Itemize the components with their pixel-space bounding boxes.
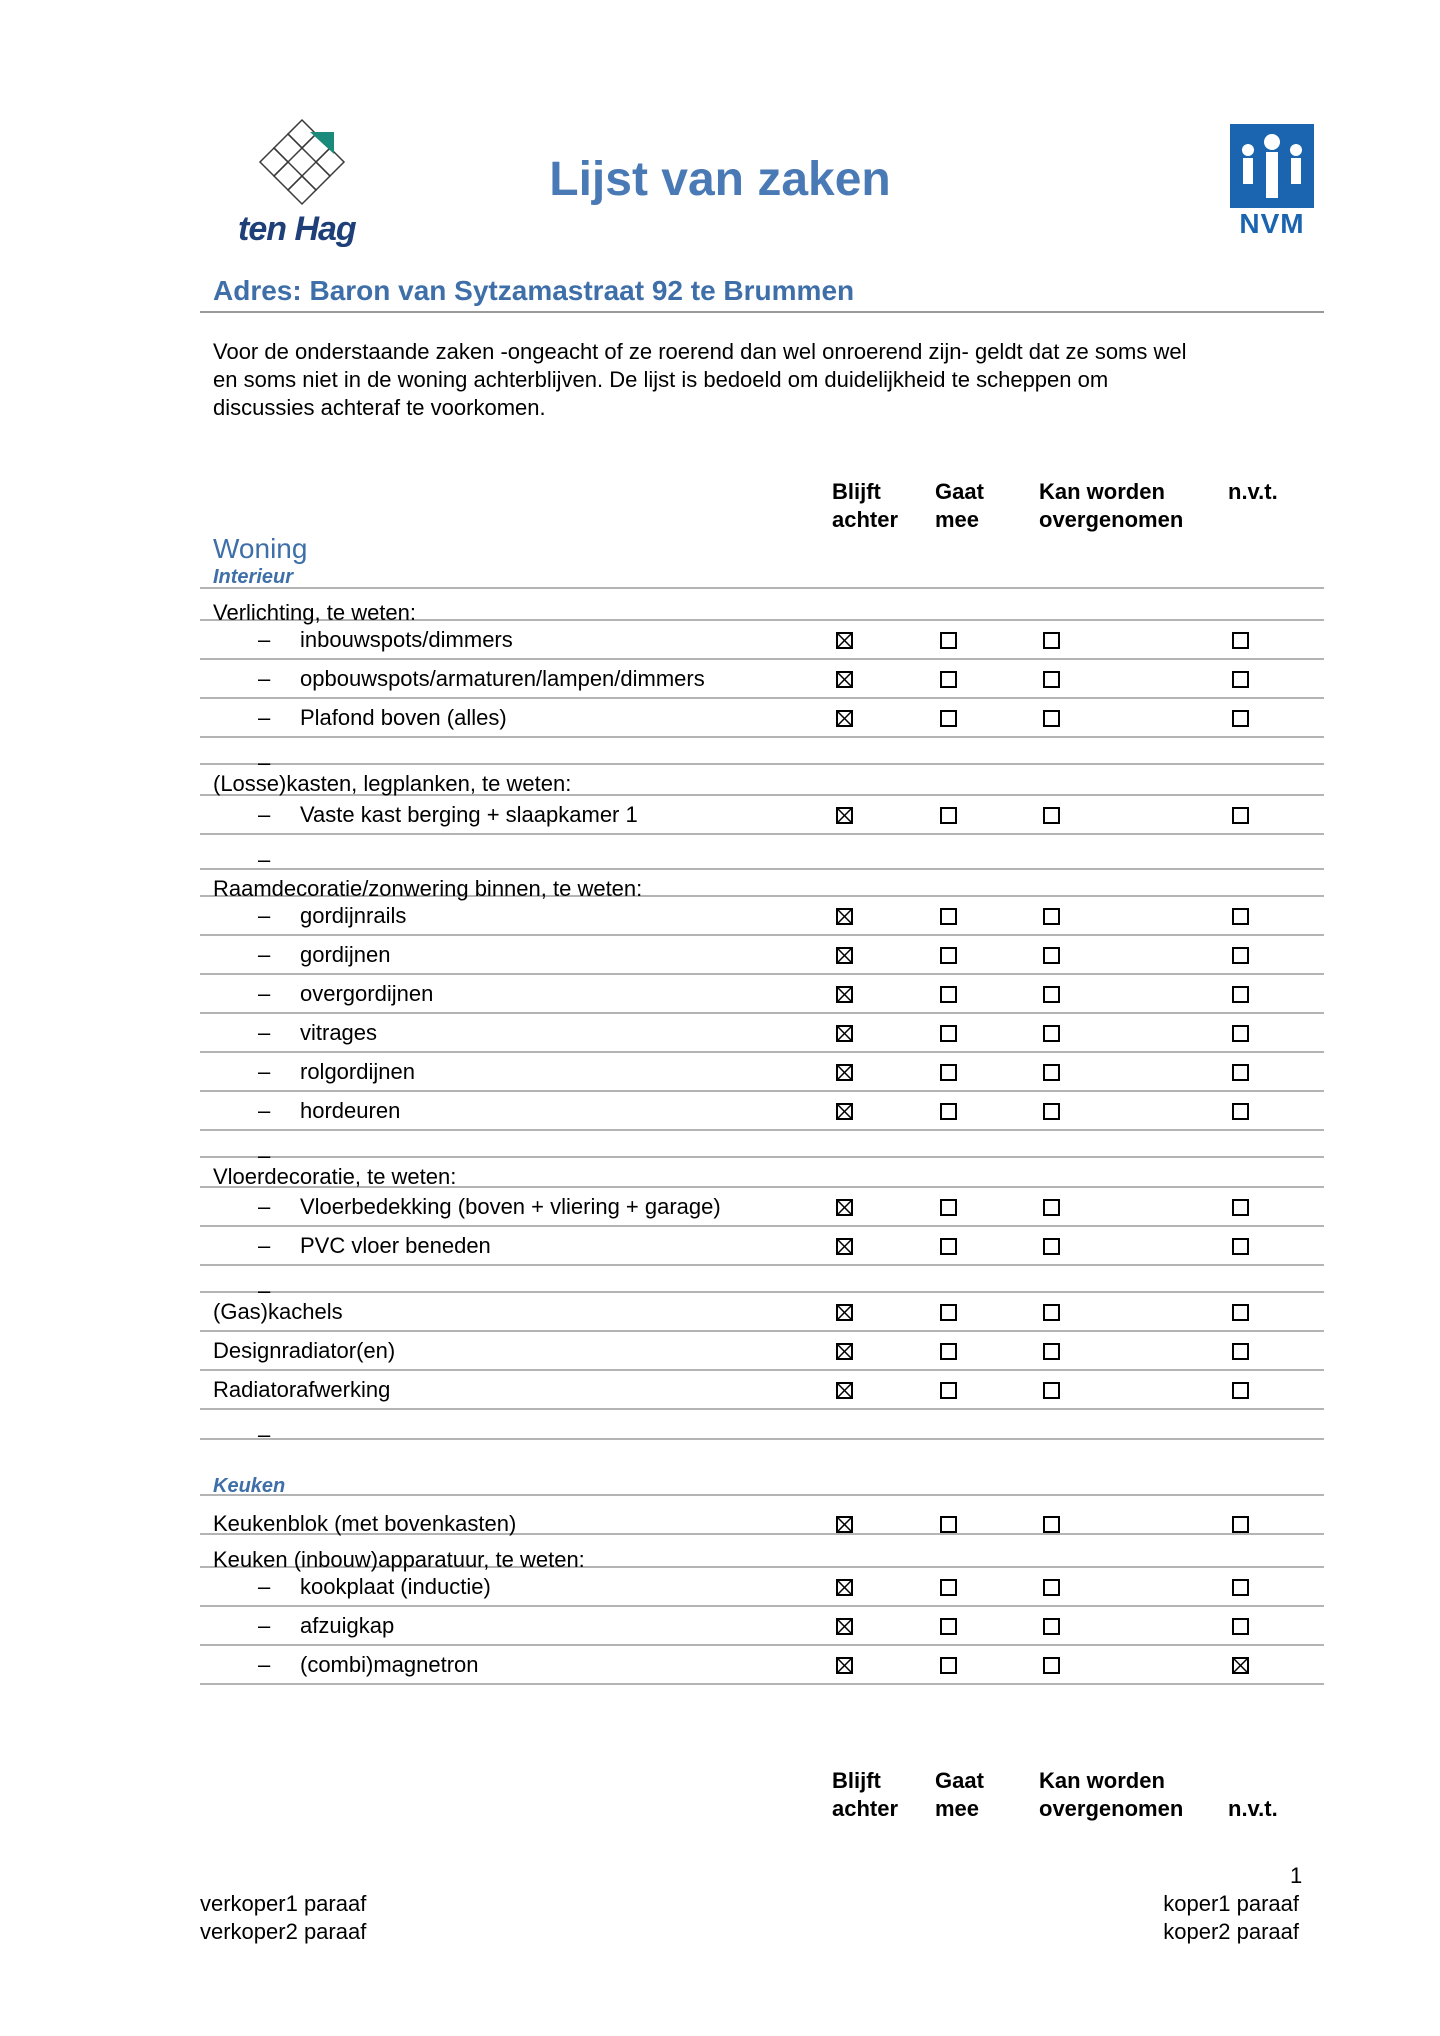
checkbox-unchecked[interactable] <box>1232 1382 1249 1399</box>
checkbox-checked[interactable] <box>836 986 853 1003</box>
checkbox-checked[interactable] <box>1232 1657 1249 1674</box>
checkbox-unchecked[interactable] <box>1232 1238 1249 1255</box>
empty-row-dash: – <box>258 1143 271 1168</box>
checkbox-checked[interactable] <box>836 1238 853 1255</box>
row-divider <box>200 1090 1324 1092</box>
address-divider <box>200 311 1324 313</box>
checkbox-checked[interactable] <box>836 947 853 964</box>
checkbox-checked[interactable] <box>836 1618 853 1635</box>
item-label: gordijnen <box>300 942 391 967</box>
checkbox-unchecked[interactable] <box>1043 671 1060 688</box>
item-label: (Gas)kachels <box>213 1299 343 1324</box>
item-label: rolgordijnen <box>300 1059 415 1084</box>
checkbox-checked[interactable] <box>836 807 853 824</box>
checkbox-checked[interactable] <box>836 1343 853 1360</box>
checkbox-unchecked[interactable] <box>940 807 957 824</box>
checkbox-unchecked[interactable] <box>1232 710 1249 727</box>
page-title: Lijst van zaken <box>549 153 891 206</box>
checkbox-unchecked[interactable] <box>1232 632 1249 649</box>
checkbox-unchecked[interactable] <box>1043 1103 1060 1120</box>
checkbox-checked[interactable] <box>836 1304 853 1321</box>
row-divider <box>200 587 1324 589</box>
list-bullet-dash: – <box>258 1233 271 1258</box>
list-bullet-dash: – <box>258 942 271 967</box>
checkbox-unchecked[interactable] <box>1232 807 1249 824</box>
nvm-logo-text: NVM <box>1239 208 1305 239</box>
checkbox-unchecked[interactable] <box>940 1579 957 1596</box>
category-label: Verlichting, te weten: <box>213 600 417 625</box>
row-divider <box>200 697 1324 699</box>
row-divider <box>200 1605 1324 1607</box>
checkbox-unchecked[interactable] <box>1043 908 1060 925</box>
checkbox-unchecked[interactable] <box>940 1304 957 1321</box>
checkbox-unchecked[interactable] <box>1232 1516 1249 1533</box>
checkbox-unchecked[interactable] <box>1232 1343 1249 1360</box>
checkbox-unchecked[interactable] <box>940 1516 957 1533</box>
row-divider <box>200 1129 1324 1131</box>
list-bullet-dash: – <box>258 1613 271 1638</box>
row-divider <box>200 1644 1324 1646</box>
checkbox-unchecked[interactable] <box>1232 947 1249 964</box>
footer-seller-initials <box>200 1890 366 1946</box>
list-bullet-dash: – <box>258 1020 271 1045</box>
checkbox-unchecked[interactable] <box>1043 1382 1060 1399</box>
checkbox-unchecked[interactable] <box>1043 1657 1060 1674</box>
category-label: Keuken (inbouw)apparatuur, te weten: <box>213 1547 585 1572</box>
checkbox-unchecked[interactable] <box>940 1618 957 1635</box>
checkbox-unchecked[interactable] <box>940 1657 957 1674</box>
list-bullet-dash: – <box>258 627 271 652</box>
list-bullet-dash: – <box>258 802 271 827</box>
empty-row-dash: – <box>258 847 271 872</box>
checkbox-checked[interactable] <box>836 1579 853 1596</box>
row-divider <box>200 1012 1324 1014</box>
checkbox-checked[interactable] <box>836 632 853 649</box>
column-header-nvt: n.v.t. <box>1228 479 1278 504</box>
checkbox-unchecked[interactable] <box>1043 1304 1060 1321</box>
checkbox-unchecked[interactable] <box>1232 1103 1249 1120</box>
checkbox-unchecked[interactable] <box>940 1064 957 1081</box>
item-label: opbouwspots/armaturen/lampen/dimmers <box>300 666 705 691</box>
checkbox-checked[interactable] <box>836 1516 853 1533</box>
checkbox-unchecked[interactable] <box>1232 908 1249 925</box>
row-divider <box>200 833 1324 835</box>
column-header-gaat-mee: Gaat mee <box>935 479 984 532</box>
list-bullet-dash: – <box>258 705 271 730</box>
list-bullet-dash: – <box>258 903 271 928</box>
row-divider <box>200 973 1324 975</box>
list-bullet-dash: – <box>258 981 271 1006</box>
checkbox-unchecked[interactable] <box>1232 1064 1249 1081</box>
row-divider <box>200 1264 1324 1266</box>
checkbox-unchecked[interactable] <box>940 1103 957 1120</box>
checkbox-checked[interactable] <box>836 1025 853 1042</box>
list-bullet-dash: – <box>258 1059 271 1084</box>
checkbox-unchecked[interactable] <box>1232 1304 1249 1321</box>
checkbox-unchecked[interactable] <box>1043 1343 1060 1360</box>
checkbox-unchecked[interactable] <box>1043 1579 1060 1596</box>
checkbox-checked[interactable] <box>836 908 853 925</box>
row-divider <box>200 1156 1324 1158</box>
list-bullet-dash: – <box>258 1194 271 1219</box>
checkbox-unchecked[interactable] <box>1043 1064 1060 1081</box>
row-divider <box>200 1494 1324 1496</box>
footer-column-header-blijft-achter: Blijft achter <box>832 1768 899 1821</box>
row-divider <box>200 1051 1324 1053</box>
section-heading-woning: Woning <box>213 533 308 564</box>
column-header-blijft-achter: Blijft achter <box>832 479 899 532</box>
item-label: gordijnrails <box>300 903 407 928</box>
checkbox-unchecked[interactable] <box>1043 1516 1060 1533</box>
checkbox-unchecked[interactable] <box>940 632 957 649</box>
checkbox-unchecked[interactable] <box>1232 986 1249 1003</box>
item-label: PVC vloer beneden <box>300 1233 491 1258</box>
item-label: kookplaat (inductie) <box>300 1574 491 1599</box>
row-divider <box>200 1225 1324 1227</box>
checkbox-unchecked[interactable] <box>1043 1618 1060 1635</box>
subsection-interieur: Interieur <box>213 566 294 588</box>
buyer2-initials: koper2 paraaf <box>1163 1919 1299 1944</box>
item-label: Plafond boven (alles) <box>300 705 507 730</box>
checkbox-unchecked[interactable] <box>1043 1199 1060 1216</box>
row-divider <box>200 763 1324 765</box>
address-heading: Adres: Baron van Sytzamastraat 92 te Brummen <box>213 275 855 306</box>
list-bullet-dash: – <box>258 1098 271 1123</box>
item-label: inbouwspots/dimmers <box>300 627 513 652</box>
intro-line: Voor de onderstaande zaken -ongeacht of ze roerend dan wel onroerend zijn- geldt dat ze soms wel <box>213 339 1187 364</box>
category-label: (Losse)kasten, legplanken, te weten: <box>213 771 572 796</box>
row-divider <box>200 1369 1324 1371</box>
category-label: Raamdecoratie/zonwering binnen, te weten: <box>213 876 643 901</box>
item-label: overgordijnen <box>300 981 434 1006</box>
checkbox-unchecked[interactable] <box>1043 986 1060 1003</box>
list-bullet-dash: – <box>258 666 271 691</box>
list-bullet-dash: – <box>258 1652 271 1677</box>
row-divider <box>200 868 1324 870</box>
item-label: Radiatorafwerking <box>213 1377 391 1402</box>
intro-line: discussies achteraf te voorkomen. <box>213 395 546 420</box>
footer-column-header-nvt: n.v.t. <box>1228 1796 1278 1821</box>
item-label: Designradiator(en) <box>213 1338 396 1363</box>
checkbox-unchecked[interactable] <box>1043 947 1060 964</box>
checkbox-unchecked[interactable] <box>940 1343 957 1360</box>
buyer1-initials: koper1 paraaf <box>1163 1891 1299 1916</box>
checkbox-checked[interactable] <box>836 1657 853 1674</box>
checkbox-unchecked[interactable] <box>1043 632 1060 649</box>
empty-row-dash: – <box>258 750 271 775</box>
item-label: (combi)magnetron <box>300 1652 479 1677</box>
footer-column-header-kan-worden-overgenomen: Kan worden overgenomen <box>1039 1768 1184 1821</box>
checkbox-unchecked[interactable] <box>940 710 957 727</box>
checkbox-unchecked[interactable] <box>1043 1025 1060 1042</box>
checkbox-checked[interactable] <box>836 1382 853 1399</box>
row-divider <box>200 1330 1324 1332</box>
checkbox-unchecked[interactable] <box>1232 1199 1249 1216</box>
intro-paragraph <box>213 338 1323 422</box>
row-divider <box>200 1408 1324 1410</box>
row-divider <box>200 1438 1324 1440</box>
item-label: Vloerbedekking (boven + vliering + garage) <box>300 1194 721 1219</box>
row-divider <box>200 1291 1324 1293</box>
checkbox-unchecked[interactable] <box>1043 807 1060 824</box>
checkbox-checked[interactable] <box>836 671 853 688</box>
checkbox-unchecked[interactable] <box>940 1199 957 1216</box>
empty-row-dash: – <box>258 1422 271 1447</box>
subsection-keuken: Keuken <box>213 1475 286 1497</box>
checkbox-unchecked[interactable] <box>940 1025 957 1042</box>
checkbox-checked[interactable] <box>836 1103 853 1120</box>
ten-hag-logo-text: ten Hag <box>238 210 356 248</box>
item-label: vitrages <box>300 1020 378 1045</box>
checkbox-unchecked[interactable] <box>1232 671 1249 688</box>
checkbox-checked[interactable] <box>836 1064 853 1081</box>
checkbox-checked[interactable] <box>836 710 853 727</box>
checkbox-unchecked[interactable] <box>1232 1579 1249 1596</box>
checkbox-unchecked[interactable] <box>1232 1618 1249 1635</box>
checkbox-unchecked[interactable] <box>1043 710 1060 727</box>
item-label: afzuigkap <box>300 1613 395 1638</box>
intro-line: en soms niet in de woning achterblijven. De lijst is bedoeld om duidelijkheid te scheppen om <box>213 367 1109 392</box>
row-divider <box>200 1683 1324 1685</box>
seller1-initials: verkoper1 paraaf <box>200 1891 367 1916</box>
seller2-initials: verkoper2 paraaf <box>200 1919 367 1944</box>
item-label: Keukenblok (met bovenkasten) <box>213 1511 517 1536</box>
checkbox-unchecked[interactable] <box>940 947 957 964</box>
checkbox-unchecked[interactable] <box>940 986 957 1003</box>
footer-buyer-initials <box>1149 1890 1299 1946</box>
checkbox-unchecked[interactable] <box>1043 1238 1060 1255</box>
page-number: 1 <box>1290 1863 1303 1888</box>
checkbox-checked[interactable] <box>836 1199 853 1216</box>
checkbox-unchecked[interactable] <box>940 671 957 688</box>
checkbox-unchecked[interactable] <box>1232 1025 1249 1042</box>
row-divider <box>200 658 1324 660</box>
item-label: Vaste kast berging + slaapkamer 1 <box>300 802 638 827</box>
empty-row-dash: – <box>258 1278 271 1303</box>
list-bullet-dash: – <box>258 1574 271 1599</box>
checkbox-unchecked[interactable] <box>940 1382 957 1399</box>
row-divider <box>200 736 1324 738</box>
footer-column-header-gaat-mee: Gaat mee <box>935 1768 984 1821</box>
row-divider <box>200 934 1324 936</box>
item-label: hordeuren <box>300 1098 401 1123</box>
category-label: Vloerdecoratie, te weten: <box>213 1164 457 1189</box>
column-header-kan-worden-overgenomen: Kan worden overgenomen <box>1039 479 1184 532</box>
checkbox-unchecked[interactable] <box>940 1238 957 1255</box>
checkbox-unchecked[interactable] <box>940 908 957 925</box>
